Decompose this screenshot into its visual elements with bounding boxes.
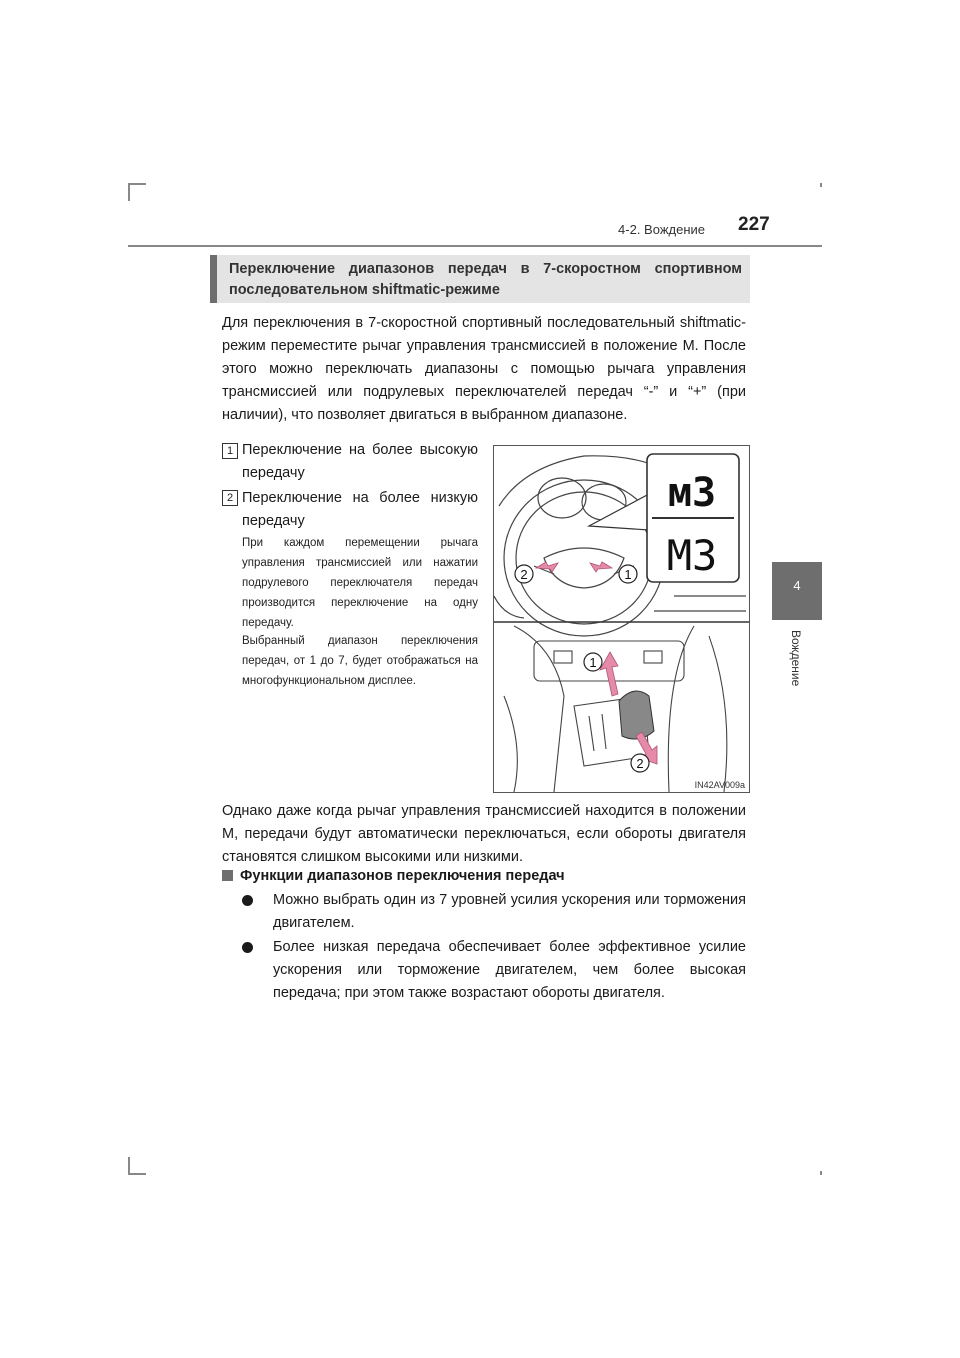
header-section-title: 4-2. Вождение	[618, 222, 705, 237]
crop-mark-top-right	[820, 183, 822, 187]
callout-2-top: 2	[520, 567, 528, 582]
section-title-box	[210, 255, 750, 303]
chapter-tab: 4	[772, 562, 822, 620]
bullet-text-1: Можно выбрать один из 7 уровней усилия ускорения или торможения двигателем.	[273, 892, 746, 931]
section-title: Переключение диапазонов передач в 7-скоростном спортивном последовательном shiftmatic-режиме	[229, 261, 742, 298]
after-paragraph: Однако даже когда рычаг управления трансмиссией находится в положении M, передачи будут автоматически переключаться, если обороты двигателя становятся слишком высокими или низкими.	[222, 803, 746, 865]
shift-illustration	[493, 445, 750, 793]
crop-mark-top-left-v	[128, 183, 130, 201]
item-text-1: Переключение на более высокую передачу	[242, 442, 478, 481]
display-top-text: м3	[667, 470, 717, 516]
header-rule	[128, 245, 822, 247]
page-number: 227	[738, 214, 770, 235]
square-marker-icon	[222, 870, 233, 881]
note-shift-per-press: При каждом перемещении рычага управления трансмиссией или нажатии подрулевого переключателя передач производится переключение на одну передачу.	[242, 537, 478, 629]
item-text-2: Переключение на более низкую передачу	[242, 490, 478, 529]
chapter-tab-label: Вождение	[789, 630, 803, 687]
callout-1-top: 1	[624, 567, 632, 582]
crop-mark-bottom-left-h	[128, 1173, 146, 1175]
callout-2-console: 2	[636, 756, 644, 771]
callout-1-console: 1	[589, 655, 597, 670]
note-display-range: Выбранный диапазон переключения передач, от 1 до 7, будет отображаться на многофункциональном дисплее.	[242, 635, 478, 687]
subheading	[222, 868, 565, 884]
bullet-dot-icon	[242, 895, 253, 906]
item-number-2: 2	[222, 490, 238, 506]
display-bottom-text: M3	[666, 531, 718, 580]
bullet-dot-icon	[242, 942, 253, 953]
figure-caption: IN42AV009a	[694, 780, 745, 790]
shift-lever-knob	[619, 691, 654, 739]
crop-mark-bottom-right	[820, 1171, 822, 1175]
item-number-1: 1	[222, 443, 238, 459]
bullet-text-2: Более низкая передача обеспечивает более эффективное усилие ускорения или торможение двигателем, чем более высокая передача; при этом также возрастают обороты двигателя.	[273, 939, 746, 1001]
crop-mark-top-left-h	[128, 183, 146, 185]
intro-paragraph: Для переключения в 7-скоростной спортивный последовательный shiftmatic-режим переместите рычаг управления трансмиссией в положение M. После этого можно переключать диапазоны с помощью рычага управления трансмиссией или подрулевых переключателей передач “-” и “+” (при наличии), что позволяет двигаться в выбранном диапазоне.	[222, 315, 746, 423]
steering-and-shifter-drawing	[494, 446, 749, 792]
subheading-text: Функции диапазонов переключения передач	[240, 868, 565, 884]
